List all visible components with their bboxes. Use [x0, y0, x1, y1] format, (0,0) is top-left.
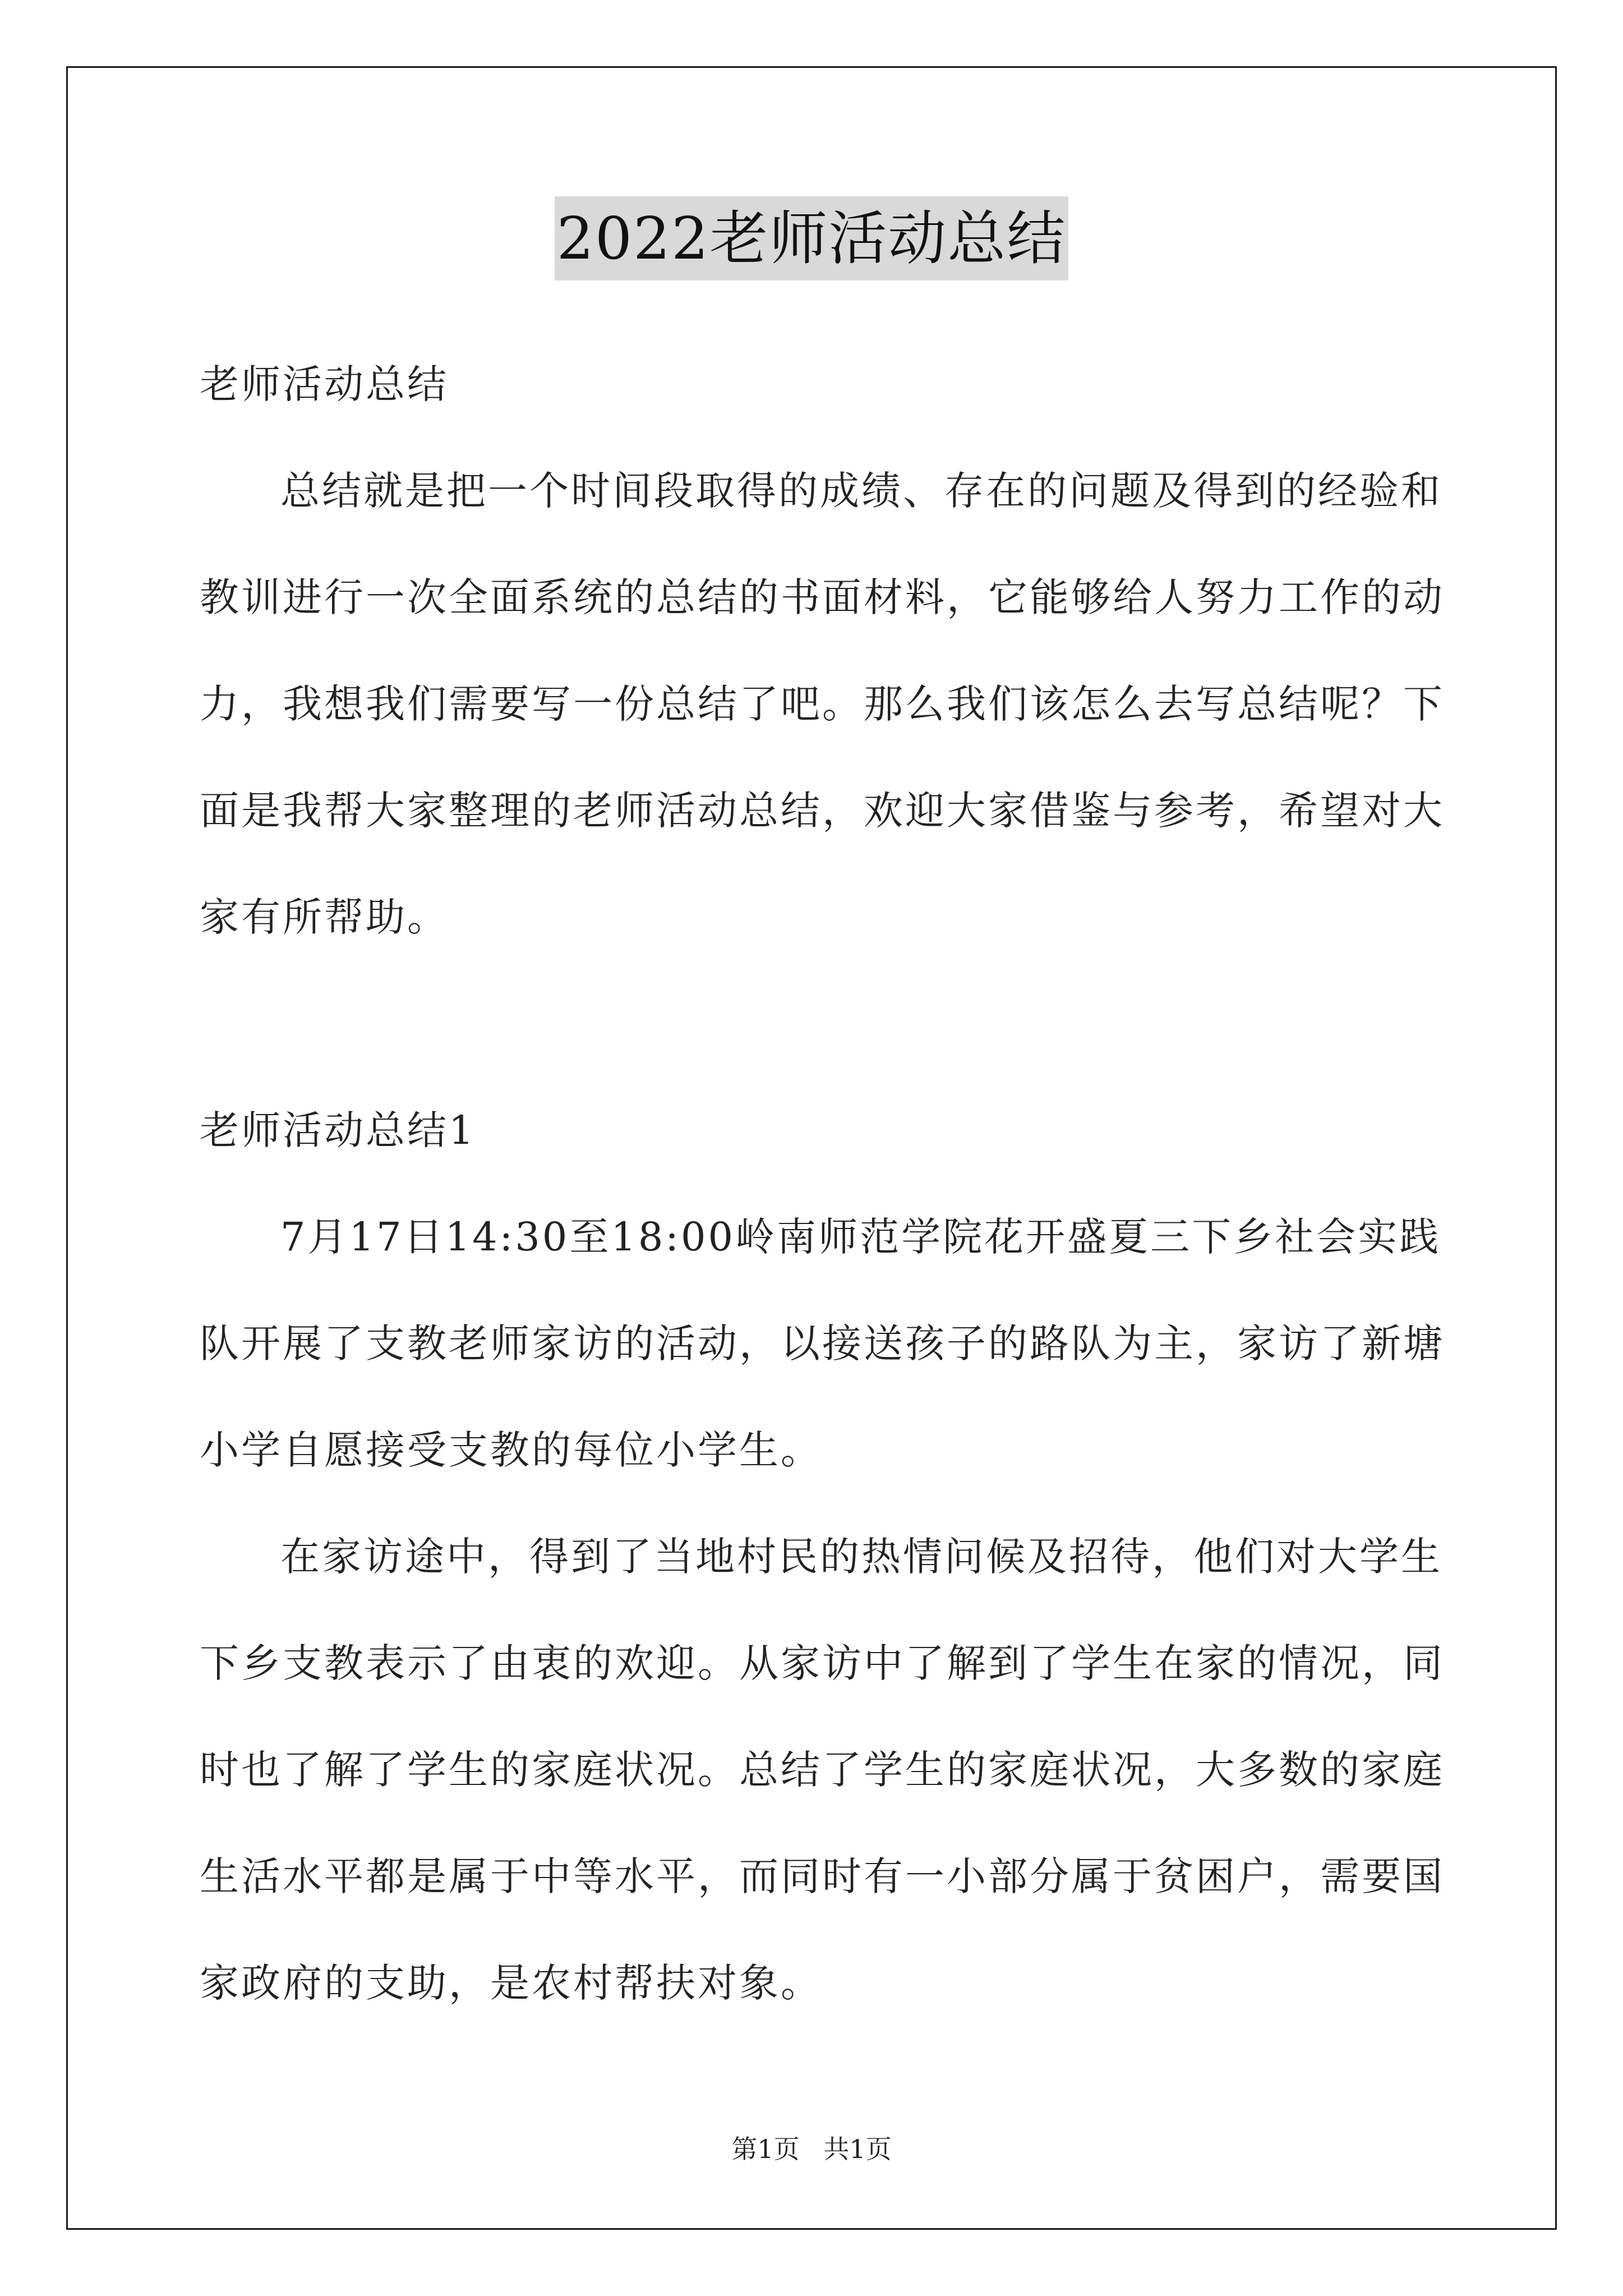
page-total: 共1页 — [823, 2134, 892, 2164]
paragraph-gap — [200, 987, 1433, 1094]
paragraph-line: 教训进行一次全面系统的总结的书面材料，它能够给人努力工作的动 — [200, 574, 1445, 620]
paragraph-line: 生活水平都是属于中等水平，而同时有一小部分属于贫困户，需要国 — [200, 1853, 1445, 1899]
paragraph-line: 小学自愿接受支教的每位小学生。 — [200, 1427, 822, 1473]
section-heading: 老师活动总结 — [200, 361, 449, 407]
title-container — [0, 196, 1623, 280]
paragraph-line: 7月17日14:30至18:00岭南师范学院花开盛夏三下乡社会实践 — [280, 1214, 1441, 1260]
paragraph-line: 时也了解了学生的家庭状况。总结了学生的家庭状况，大多数的家庭 — [200, 1747, 1445, 1793]
paragraph-line: 家政府的支助，是农村帮扶对象。 — [200, 1960, 822, 2006]
page-footer — [0, 2129, 1623, 2166]
paragraph-line: 下乡支教表示了由衷的欢迎。从家访中了解到了学生在家的情况，同 — [200, 1640, 1445, 1686]
paragraph-line: 力，我想我们需要写一份总结了吧。那么我们该怎么去写总结呢？下 — [200, 681, 1445, 727]
paragraph-line: 在家访途中，得到了当地村民的热情问候及招待，他们对大学生 — [280, 1534, 1442, 1580]
paragraph-line: 家有所帮助。 — [200, 894, 449, 940]
document-body — [200, 348, 1445, 2053]
paragraph-line: 面是我帮大家整理的老师活动总结，欢迎大家借鉴与参考，希望对大 — [200, 788, 1445, 834]
document-title: 2022老师活动总结 — [555, 196, 1069, 280]
paragraph-line: 总结就是把一个时间段取得的成绩、存在的问题及得到的经验和 — [280, 468, 1442, 514]
paragraph-line: 队开展了支教老师家访的活动，以接送孩子的路队为主，家访了新塘 — [200, 1320, 1445, 1366]
section-heading: 老师活动总结1 — [200, 1107, 476, 1153]
page-number: 第1页 — [731, 2134, 800, 2164]
